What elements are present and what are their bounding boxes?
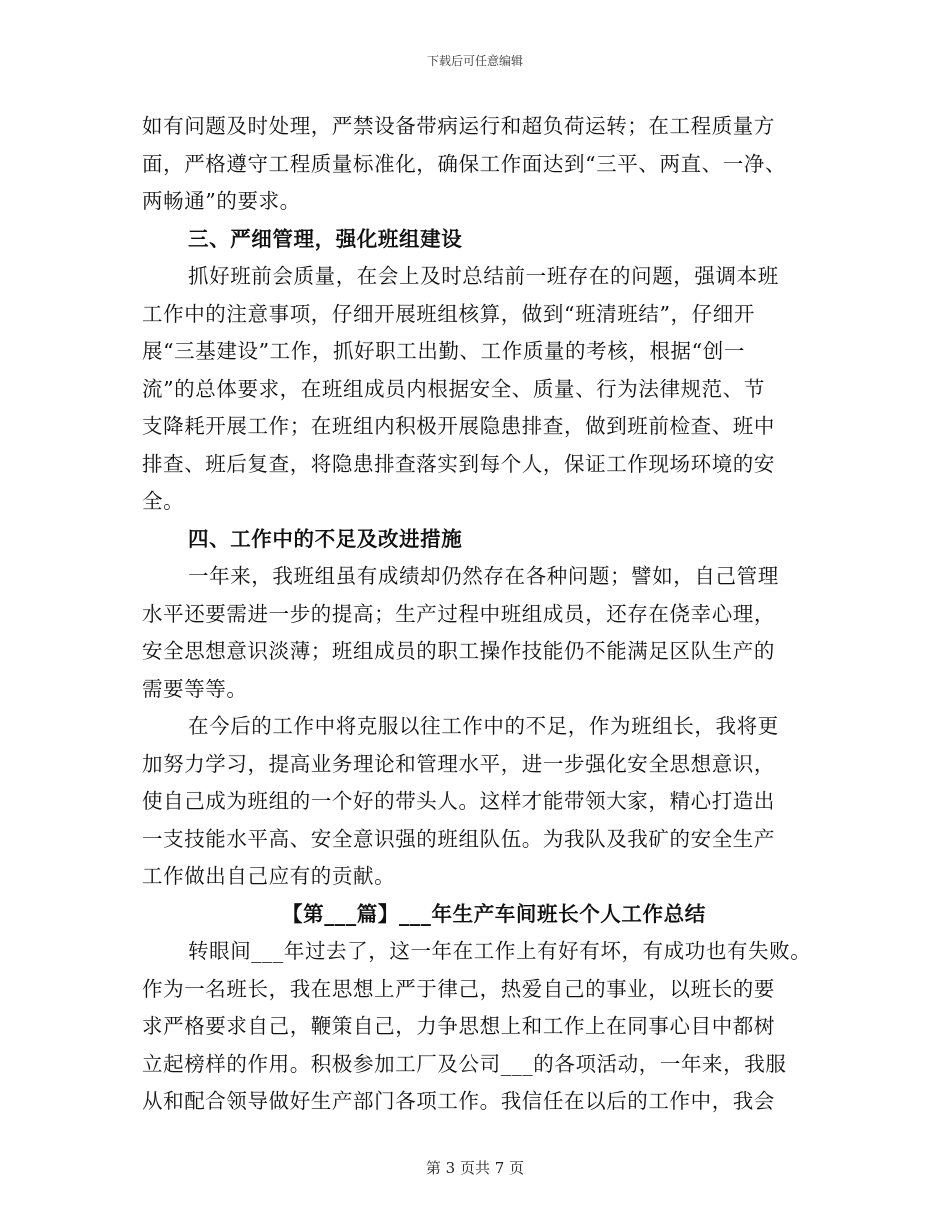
text-line: 加努力学习，提高业务理论和管理水平，进一步强化安全思想意识，: [142, 751, 775, 776]
text-line: 在今后的工作中将克服以往工作中的不足，作为班组长，我将更: [188, 714, 779, 738]
section-heading: 四、工作中的不足及改进措施: [188, 526, 463, 551]
page-footer: 第 3 页共 7 页: [425, 1159, 525, 1177]
text-line: 水平还要需进一步的提高；生产过程中班组成员，还存在侥幸心理，: [142, 601, 775, 626]
text-line: 抓好班前会质量，在会上及时总结前一班存在的问题，强调本班: [188, 264, 779, 288]
text-line: 排查、班后复查，将隐患排查落实到每个人，保证工作现场环境的安: [142, 451, 775, 476]
text-line: 安全思想意识淡薄；班组成员的职工操作技能仍不能满足区队生产的: [142, 639, 775, 663]
text-line: 流”的总体要求，在班组成员内根据安全、质量、行为法律规范、节: [142, 376, 765, 401]
section-heading: 三、严细管理，强化班组建设: [188, 226, 463, 251]
text-line: 支降耗开展工作；在班组内积极开展隐患排查，做到班前检查、班中: [142, 414, 775, 438]
text-line: 作为一名班长，我在思想上严于律己，热爱自己的事业，以班长的要: [142, 976, 775, 1001]
text-line: 工作做出自己应有的贡献。: [142, 864, 396, 888]
document-body: [142, 108, 822, 1121]
text-line: 工作中的注意事项，仔细开展班组核算，做到“班清班结”，仔细开: [142, 301, 755, 326]
text-line: 从和配合领导做好生产部门各项工作。我信任在以后的工作中，我会: [142, 1089, 775, 1113]
text-line: 展“三基建设”工作，抓好职工出勤、工作质量的考核，根据“创一: [142, 339, 745, 363]
text-line: 全。: [142, 489, 185, 513]
text-line: 使自己成为班组的一个好的带头人。这样才能带领大家，精心打造出: [142, 789, 775, 813]
text-line: 立起榜样的作用。积极参加工厂及公司___的各项活动，一年来，我服: [142, 1051, 787, 1076]
text-line: 转眼间___年过去了，这一年在工作上有好有坏，有成功也有失败。: [188, 939, 812, 963]
text-line: 一支技能水平高、安全意识强的班组队伍。为我队及我矿的安全生产: [142, 826, 775, 851]
text-line: 一年来，我班组虽有成绩却仍然存在各种问题；譬如，自己管理: [188, 564, 779, 588]
text-line: 需要等等。: [142, 676, 248, 701]
article-title: 【第___篇】___年生产车间班长个人工作总结: [282, 901, 706, 926]
text-line: 求严格要求自己，鞭策自己，力争思想上和工作上在同事心目中都树: [142, 1014, 775, 1038]
page-header: 下载后可任意编辑: [426, 54, 523, 68]
text-line: 面，严格遵守工程质量标准化，确保工作面达到“三平、两直、一净、: [142, 151, 787, 176]
text-line: 如有问题及时处理，严禁设备带病运行和超负荷运转；在工程质量方: [142, 114, 775, 138]
text-line: 两畅通”的要求。: [142, 189, 301, 213]
